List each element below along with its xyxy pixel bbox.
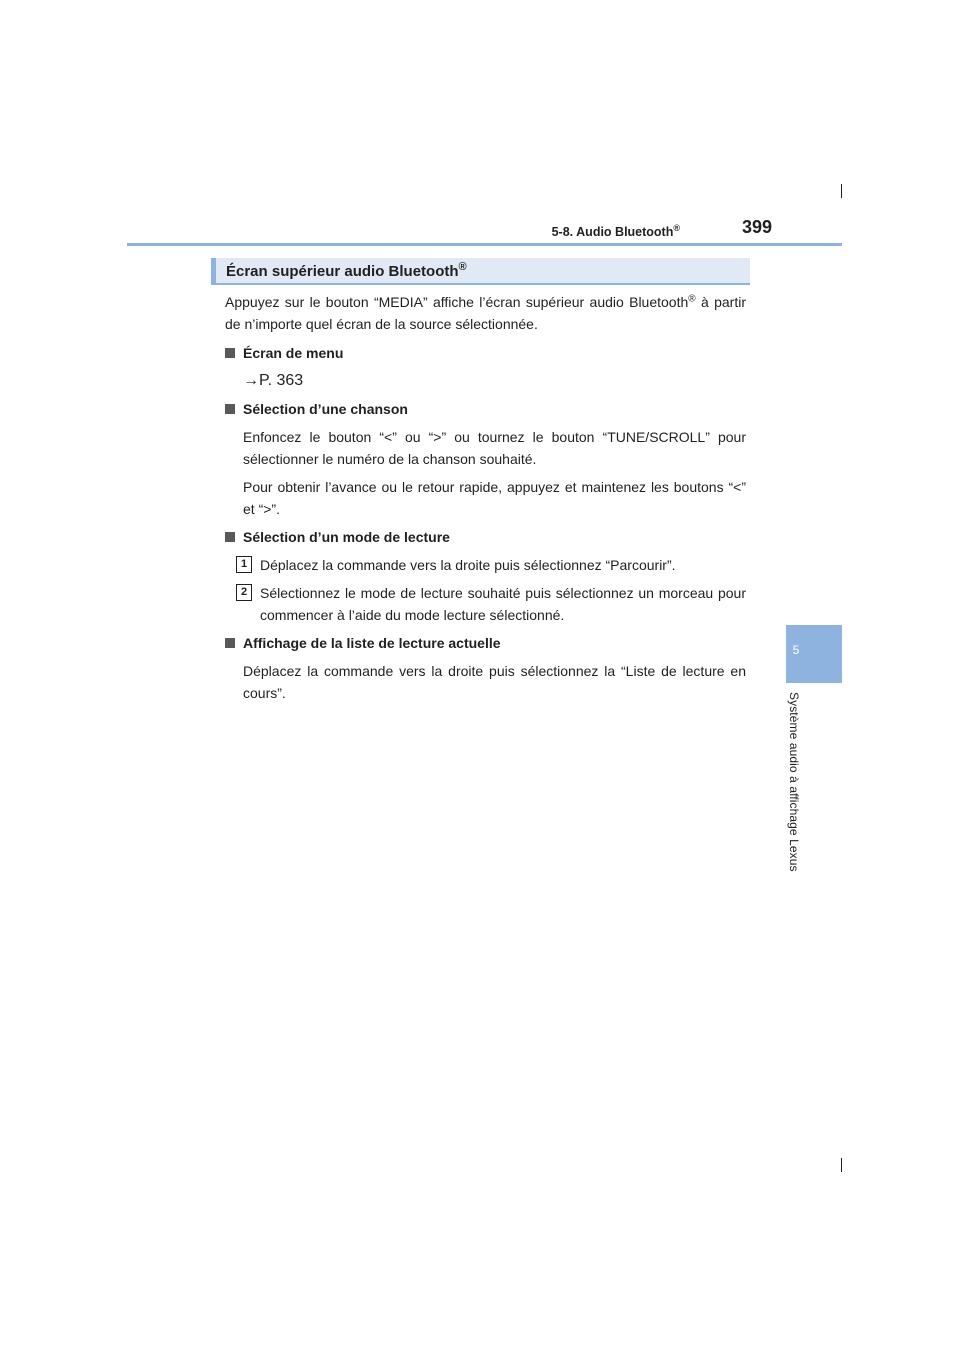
song-selection-paragraph-1: Enfoncez le bouton “<” ou “>” ou tournez le bouton “TUNE/SCROLL” pour sélectionner le numéro de la chanson souhaité.: [243, 429, 746, 467]
play-mode-heading: Sélection d’un mode de lecture: [225, 526, 746, 548]
chapter-tab: [786, 625, 842, 683]
step-item: [225, 554, 746, 576]
current-list-paragraph: Déplacez la commande vers la droite puis sélectionnez la “Liste de lecture en cours”.: [243, 663, 746, 701]
page-reference: →P. 363: [243, 372, 304, 389]
chapter-number: 5: [792, 643, 800, 657]
square-bullet-icon: [225, 404, 235, 414]
running-header: [0, 217, 960, 241]
intro-paragraph: Appuyez sur le bouton “MEDIA” affiche l’écran supérieur audio Bluetooth® à partir de n’importe quel écran de la source sélectionnée.: [225, 293, 746, 332]
crop-mark-top: [841, 184, 842, 198]
step-number-badge: 2: [236, 584, 252, 601]
section-title: Écran supérieur audio Bluetooth®: [226, 261, 467, 280]
page-content: [225, 291, 746, 710]
current-list-heading: Affichage de la liste de lecture actuelle: [225, 632, 746, 654]
step-text: Sélectionnez le mode de lecture souhaité puis sélectionnez un morceau pour commencer à l’aide du mode lecture sélectionné.: [260, 585, 746, 623]
crop-mark-bottom: [841, 1158, 842, 1172]
menu-screen-heading: Écran de menu: [225, 342, 746, 364]
step-item: [225, 582, 746, 626]
song-selection-paragraph-2: Pour obtenir l’avance ou le retour rapide, appuyez et maintenez les boutons “<” et “>”.: [243, 479, 746, 517]
chapter-title: Système audio à affichage Lexus: [787, 692, 801, 872]
step-number-badge: 1: [236, 556, 252, 573]
step-text: Déplacez la commande vers la droite puis sélectionnez “Parcourir”.: [260, 557, 676, 573]
section-title-bar: [211, 258, 750, 285]
square-bullet-icon: [225, 532, 235, 542]
square-bullet-icon: [225, 348, 235, 358]
page-number: 399: [742, 217, 773, 237]
section-reference: 5-8. Audio Bluetooth®: [551, 223, 680, 240]
song-selection-heading: Sélection d’une chanson: [225, 398, 746, 420]
square-bullet-icon: [225, 638, 235, 648]
header-rule: [127, 243, 842, 246]
